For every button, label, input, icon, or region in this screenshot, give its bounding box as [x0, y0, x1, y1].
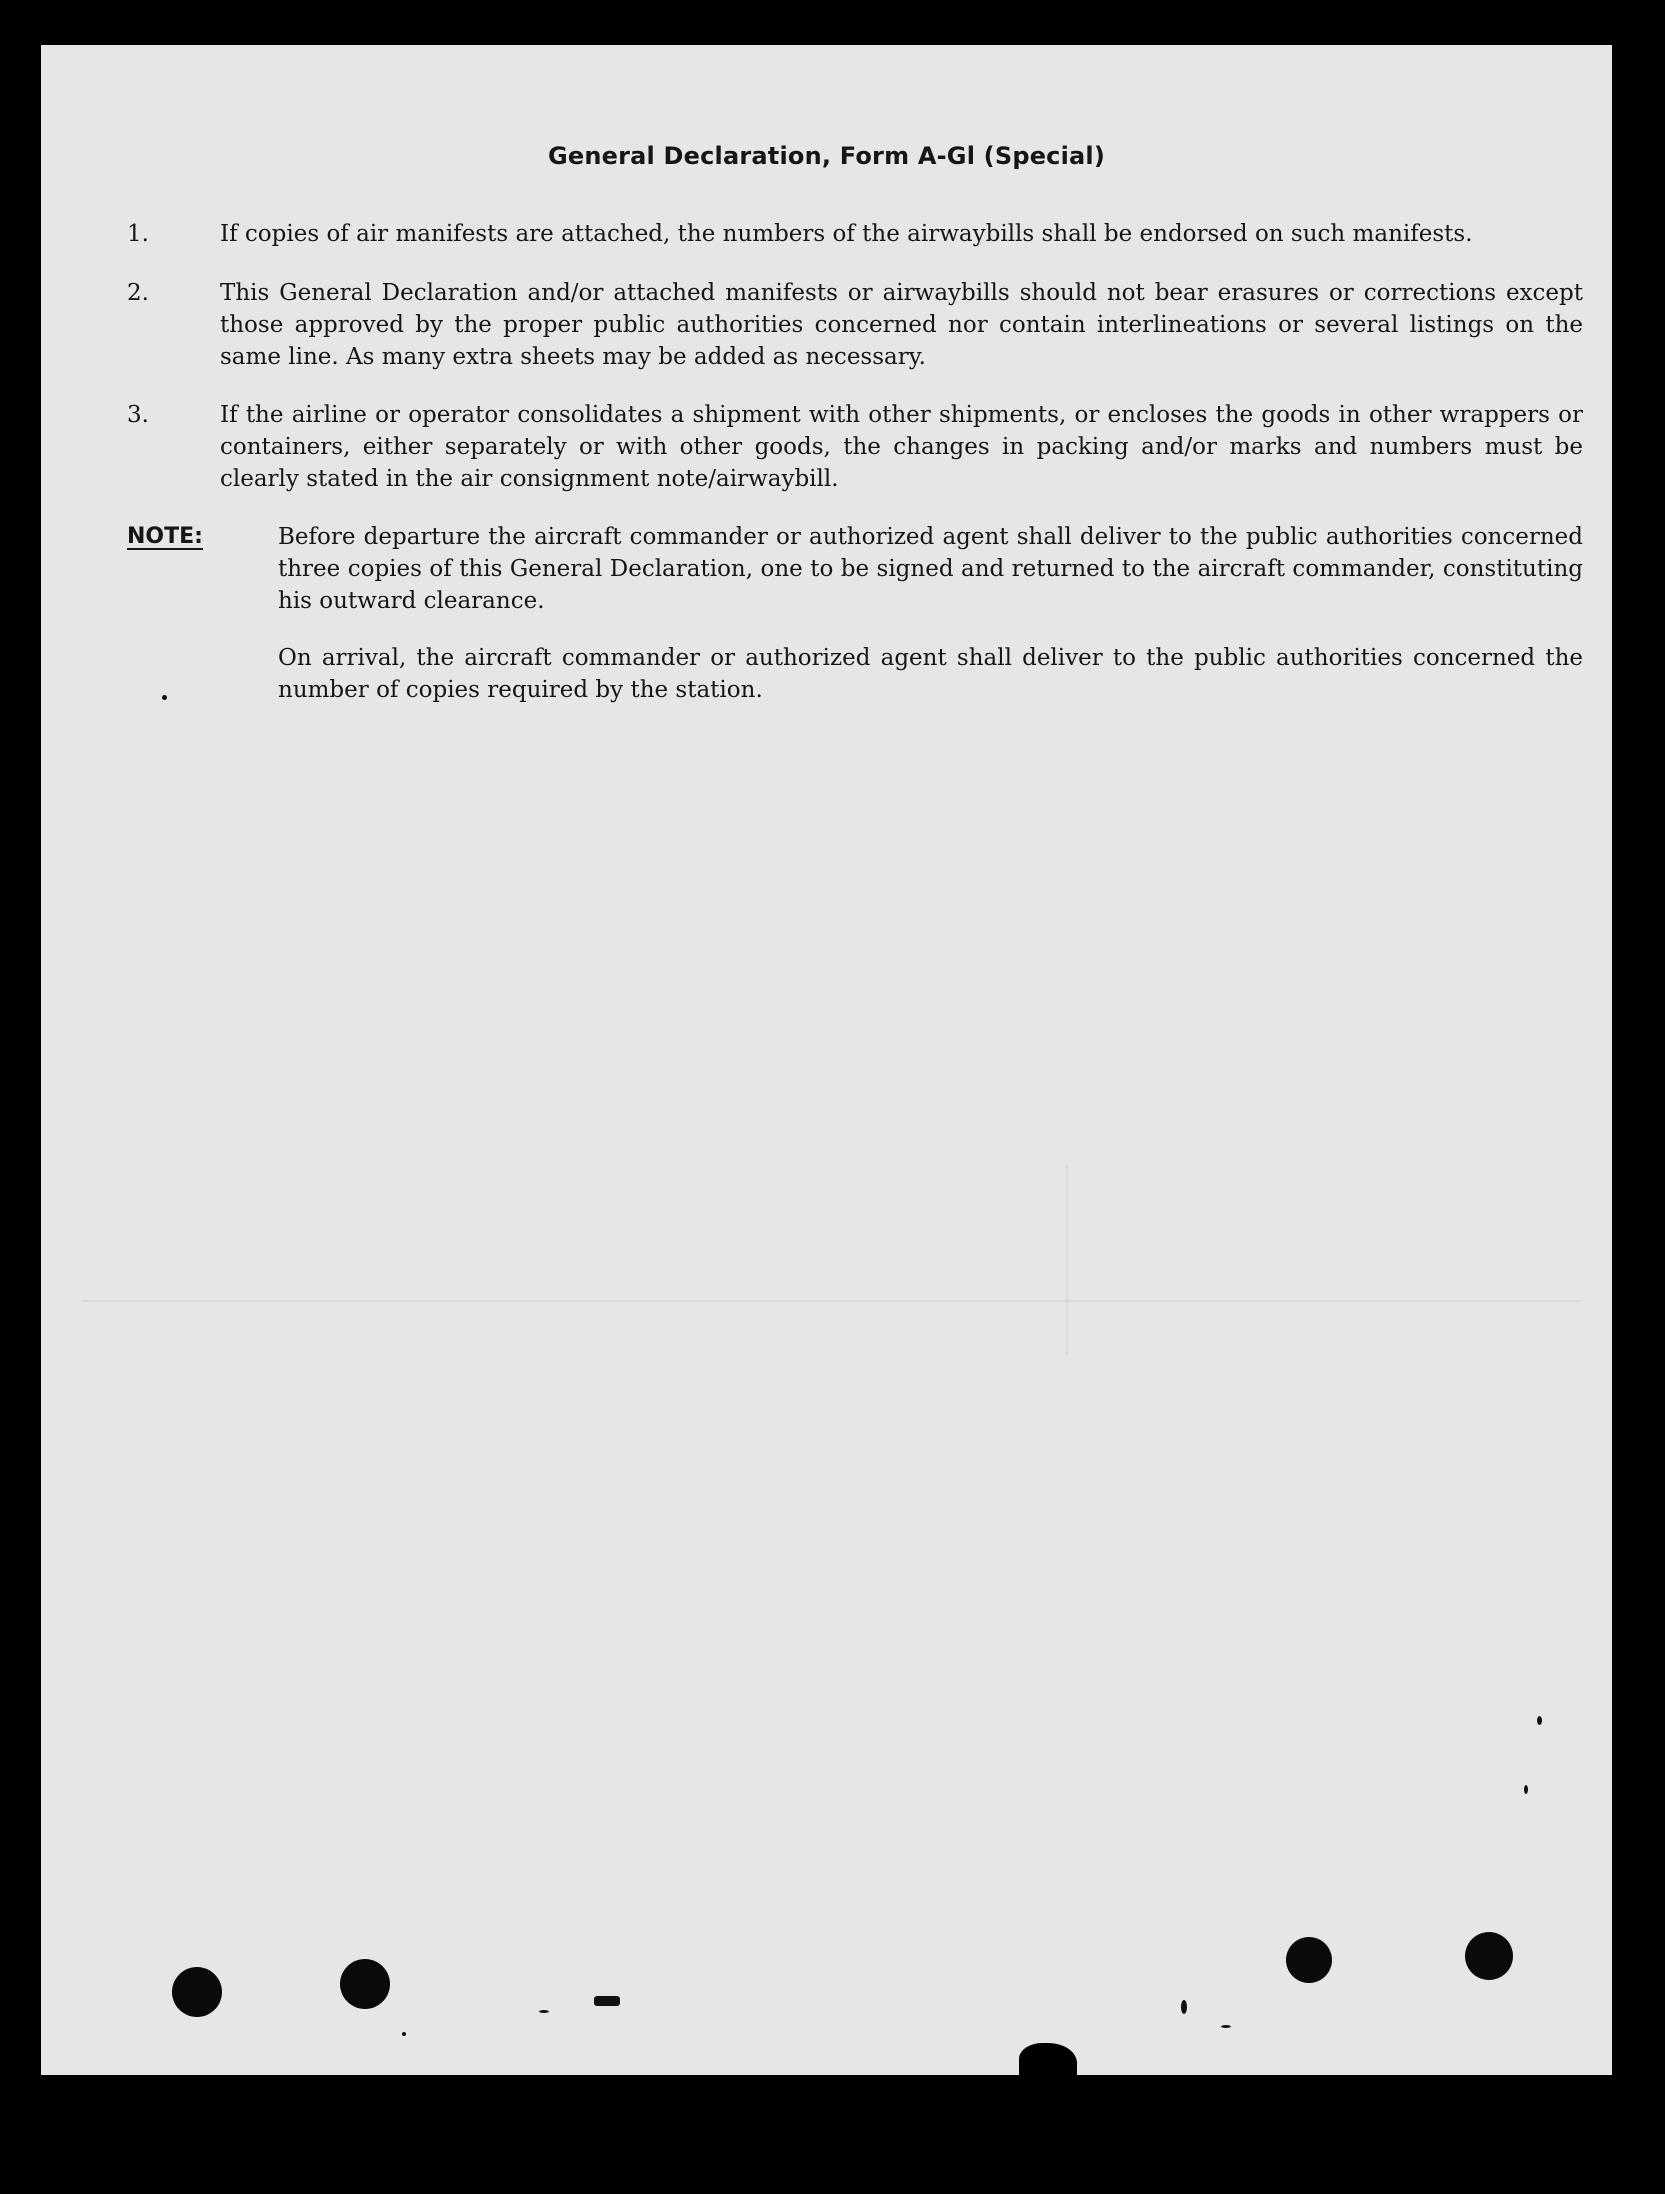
list-item [127, 399, 1583, 495]
punch-hole [340, 1959, 390, 2009]
page-title: General Declaration, Form A-Gl (Special) [547, 142, 1106, 170]
item-number: 3. [127, 402, 149, 428]
bleed-through-line [81, 1300, 1581, 1302]
speck [1524, 1785, 1528, 1794]
list-item [127, 277, 1583, 373]
punch-hole [1286, 1937, 1332, 1983]
speck [162, 695, 167, 700]
speck [539, 2010, 549, 2013]
speck [1537, 1716, 1542, 1725]
item-number: 2. [127, 280, 149, 306]
item-text: If copies of air manifests are attached, the numbers of the airwaybills shall be endorsed on such manifests. [220, 221, 1473, 247]
speck [402, 2032, 406, 2036]
item-number: 1. [127, 221, 149, 247]
punch-hole [1465, 1932, 1513, 1980]
speck [1221, 2025, 1231, 2028]
item-text: If the airline or operator consolidates a shipment with other shipments, or encloses the goods in other wrappers or containers, either separately or with other goods, the changes in packing and/or marks and numbers must be clearly stated in the air consignment note/airwaybill. [220, 402, 1583, 492]
note-paragraph: Before departure the aircraft commander or authorized agent shall deliver to the public authorities concerned three copies of this General Declaration, one to be signed and returned to the aircraft commander, constituting his outward clearance. [278, 524, 1583, 614]
bleed-through-line [1066, 1165, 1068, 1355]
torn-edge [1019, 2043, 1077, 2083]
list-item [127, 218, 1583, 250]
speck [1181, 2000, 1187, 2014]
note-label: NOTE: [127, 524, 203, 549]
note-block [127, 521, 1583, 617]
item-text: This General Declaration and/or attached manifests or airwaybills should not bear erasures or corrections except those approved by the proper public authorities concerned nor contain interlineations or several listings on the same line. As many extra sheets may be added as necessary. [220, 280, 1583, 370]
document-page [41, 45, 1612, 2075]
punch-hole [172, 1967, 222, 2017]
speck [594, 1996, 620, 2006]
note-paragraph: On arrival, the aircraft commander or authorized agent shall deliver to the public authorities concerned the number of copies required by the station. [278, 645, 1583, 703]
